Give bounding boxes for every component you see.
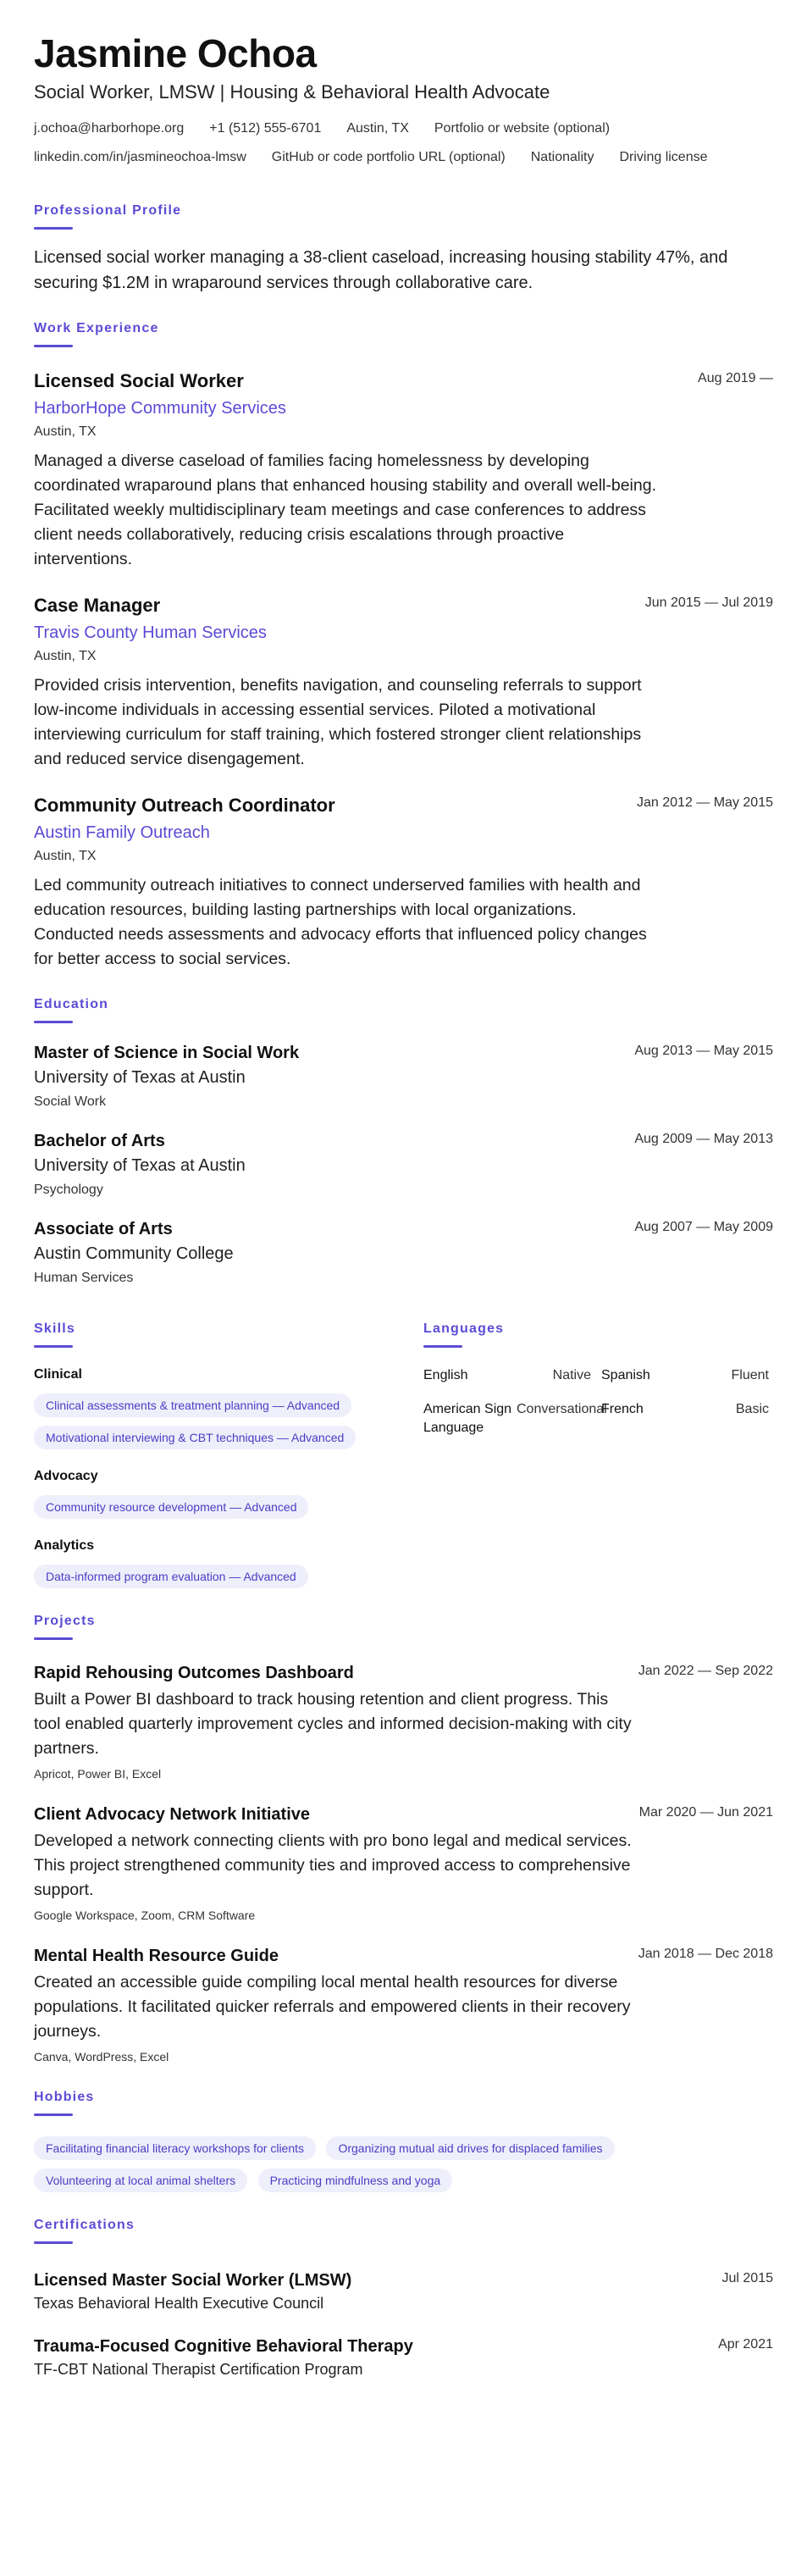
skill-pill-list — [34, 1556, 423, 1588]
language-level: Basic — [735, 1402, 769, 1416]
project-entry — [34, 1662, 773, 1781]
experience-entry — [34, 794, 773, 972]
section-title-certifications: Certifications — [34, 2218, 135, 2232]
languages-section — [423, 1296, 773, 1588]
section-title-skills: Skills — [34, 1321, 76, 1336]
certification-entry — [34, 2335, 773, 2379]
skill-pill-list — [34, 1487, 423, 1519]
edu-field: Psychology — [34, 1183, 103, 1197]
cert-date: Jul 2015 — [721, 2271, 773, 2285]
project-dates: Jan 2022 — Sep 2022 — [638, 1664, 773, 1678]
section-divider — [34, 2113, 73, 2116]
edu-degree: Bachelor of Arts — [34, 1132, 165, 1150]
edu-dates: Aug 2013 — May 2015 — [634, 1044, 773, 1058]
section-title-projects: Projects — [34, 1614, 96, 1628]
cert-name: Trauma-Focused Cognitive Behavioral Therapy — [34, 2337, 413, 2356]
section-divider — [34, 1345, 73, 1348]
edu-degree: Master of Science in Social Work — [34, 1044, 300, 1062]
contact-list — [34, 120, 773, 178]
job-title: Community Outreach Coordinator — [34, 795, 335, 816]
job-dates: Jun 2015 — Jul 2019 — [644, 596, 773, 610]
education-entry — [34, 1218, 773, 1288]
hobby-pill: Organizing mutual aid drives for displaced families — [326, 2136, 614, 2160]
skill-group-title: Analytics — [34, 1538, 95, 1553]
project-title: Rapid Rehousing Outcomes Dashboard — [34, 1664, 354, 1682]
language-level: Native — [552, 1368, 591, 1382]
edu-field: Social Work — [34, 1094, 107, 1109]
skill-pill: Community resource development — Advanced — [34, 1495, 308, 1519]
contact-linkedin[interactable]: linkedin.com/in/jasmineochoa-lmsw — [34, 150, 246, 164]
section-title-profile: Professional Profile — [34, 203, 182, 218]
skill-pill-list — [34, 1385, 423, 1449]
skill-group-title: Advocacy — [34, 1469, 98, 1483]
profile-section — [34, 203, 773, 296]
job-dates: Aug 2019 — — [698, 371, 773, 385]
projects-section — [34, 1614, 773, 2064]
certification-entry — [34, 2269, 773, 2313]
project-description: Developed a network connecting clients with pro bono legal and medical services. This project strengthened community ties and improved access to comprehensive support. — [34, 1831, 632, 1899]
experience-entry — [34, 369, 773, 572]
section-divider — [34, 227, 73, 230]
project-description: Created an accessible guide compiling local mental health resources for diverse populations. It facilitated quicker referrals and empowered clients in their recovery journeys. — [34, 1973, 631, 2041]
language-name: English — [423, 1368, 468, 1382]
education-section — [34, 997, 773, 1288]
job-location: Austin, TX — [34, 849, 97, 863]
project-dates: Jan 2018 — Dec 2018 — [638, 1947, 773, 1961]
skills-section — [34, 1296, 423, 1588]
languages-grid — [423, 1366, 773, 1438]
contact-portfolio[interactable]: Portfolio or website (optional) — [434, 121, 611, 136]
project-tools: Google Workspace, Zoom, CRM Software — [34, 1908, 256, 1922]
project-title: Mental Health Resource Guide — [34, 1947, 279, 1965]
hobby-pill-list — [34, 2128, 773, 2192]
contact-phone[interactable]: +1 (512) 555-6701 — [209, 121, 322, 136]
job-description: Provided crisis intervention, benefits navigation, and counseling referrals to support low-income individuals in accessing essential services. Piloted a motivational interviewing curriculum for staff training, which fostered stronger client relationships and reduced service disengagement. — [34, 676, 642, 768]
section-divider — [34, 1637, 73, 1640]
language-level: Conversational — [517, 1402, 607, 1416]
job-title: Licensed Social Worker — [34, 370, 244, 391]
edu-dates: Aug 2009 — May 2013 — [634, 1132, 773, 1146]
edu-school: University of Texas at Austin — [34, 1068, 246, 1087]
contact-email[interactable]: j.ochoa@harborhope.org — [34, 121, 185, 136]
section-divider — [34, 1021, 73, 1023]
section-title-hobbies: Hobbies — [34, 2090, 95, 2104]
hobbies-section — [34, 2090, 773, 2192]
candidate-name: Jasmine Ochoa — [34, 31, 317, 75]
contact-driving-license: Driving license — [619, 150, 708, 164]
edu-dates: Aug 2007 — May 2009 — [634, 1220, 773, 1234]
certifications-section — [34, 2218, 773, 2379]
education-entry — [34, 1130, 773, 1199]
language-name: Spanish — [601, 1368, 650, 1382]
job-company: Travis County Human Services — [34, 623, 267, 642]
edu-school: Austin Community College — [34, 1244, 234, 1263]
profile-summary: Licensed social worker managing a 38-client caseload, increasing housing stability 47%, and securing $1.2M in wraparound services through collaborative care. — [34, 248, 728, 292]
section-divider — [34, 2241, 73, 2244]
section-title-experience: Work Experience — [34, 321, 159, 335]
job-company: HarborHope Community Services — [34, 399, 286, 418]
project-dates: Mar 2020 — Jun 2021 — [638, 1805, 773, 1820]
project-tools: Canva, WordPress, Excel — [34, 2050, 169, 2064]
job-description: Managed a diverse caseload of families facing homelessness by developing coordinated wraparound plans that enhanced housing stability and overall well-being. Facilitated weekly multidisciplinary team meetings and case conferences to address client needs collaboratively, reducing crisis escalations through proactive interventions. — [34, 451, 656, 568]
resume-header — [34, 30, 773, 178]
contact-location: Austin, TX — [346, 121, 409, 136]
language-name: American Sign Language — [423, 1402, 512, 1435]
cert-name: Licensed Master Social Worker (LMSW) — [34, 2271, 352, 2290]
job-location: Austin, TX — [34, 424, 97, 439]
language-name: French — [601, 1402, 644, 1416]
section-divider — [423, 1345, 462, 1348]
contact-nationality: Nationality — [530, 150, 594, 164]
cert-date: Apr 2021 — [718, 2337, 773, 2352]
language-level: Fluent — [731, 1368, 769, 1382]
candidate-headline: Social Worker, LMSW | Housing & Behavioral Health Advocate — [34, 81, 550, 102]
skill-pill: Clinical assessments & treatment planning — Advanced — [34, 1393, 351, 1417]
skill-pill: Motivational interviewing & CBT techniques — Advanced — [34, 1426, 356, 1449]
section-divider — [34, 345, 73, 347]
job-location: Austin, TX — [34, 649, 97, 663]
project-entry — [34, 1803, 773, 1923]
edu-degree: Associate of Arts — [34, 1220, 173, 1238]
job-company: Austin Family Outreach — [34, 823, 210, 842]
cert-issuer: TF-CBT National Therapist Certification Program — [34, 2361, 363, 2378]
hobby-pill: Volunteering at local animal shelters — [34, 2169, 247, 2192]
project-tools: Apricot, Power BI, Excel — [34, 1767, 162, 1781]
project-title: Client Advocacy Network Initiative — [34, 1805, 311, 1824]
job-title: Case Manager — [34, 595, 161, 616]
project-entry — [34, 1945, 773, 2064]
experience-section — [34, 321, 773, 972]
skill-pill: Data-informed program evaluation — Advanced — [34, 1565, 308, 1588]
section-title-languages: Languages — [423, 1321, 505, 1336]
hobby-pill: Practicing mindfulness and yoga — [258, 2169, 453, 2192]
section-title-education: Education — [34, 997, 109, 1011]
hobby-pill: Facilitating financial literacy workshops for clients — [34, 2136, 316, 2160]
experience-entry — [34, 594, 773, 772]
project-description: Built a Power BI dashboard to track housing retention and client progress. This tool enabled quarterly improvement cycles and informed decision-making with city partners. — [34, 1690, 632, 1758]
contact-github[interactable]: GitHub or code portfolio URL (optional) — [271, 150, 506, 164]
edu-field: Human Services — [34, 1271, 134, 1285]
skill-group-title: Clinical — [34, 1367, 82, 1382]
education-entry — [34, 1042, 773, 1111]
job-description: Led community outreach initiatives to connect underserved families with health and education resources, building lasting partnerships with local organizations. Conducted needs assessments and advocacy efforts that influenced policy changes for better access to social services. — [34, 876, 647, 968]
job-dates: Jan 2012 — May 2015 — [637, 795, 773, 810]
skills-languages-row — [34, 1296, 773, 1588]
edu-school: University of Texas at Austin — [34, 1156, 246, 1175]
cert-issuer: Texas Behavioral Health Executive Council — [34, 2295, 324, 2312]
